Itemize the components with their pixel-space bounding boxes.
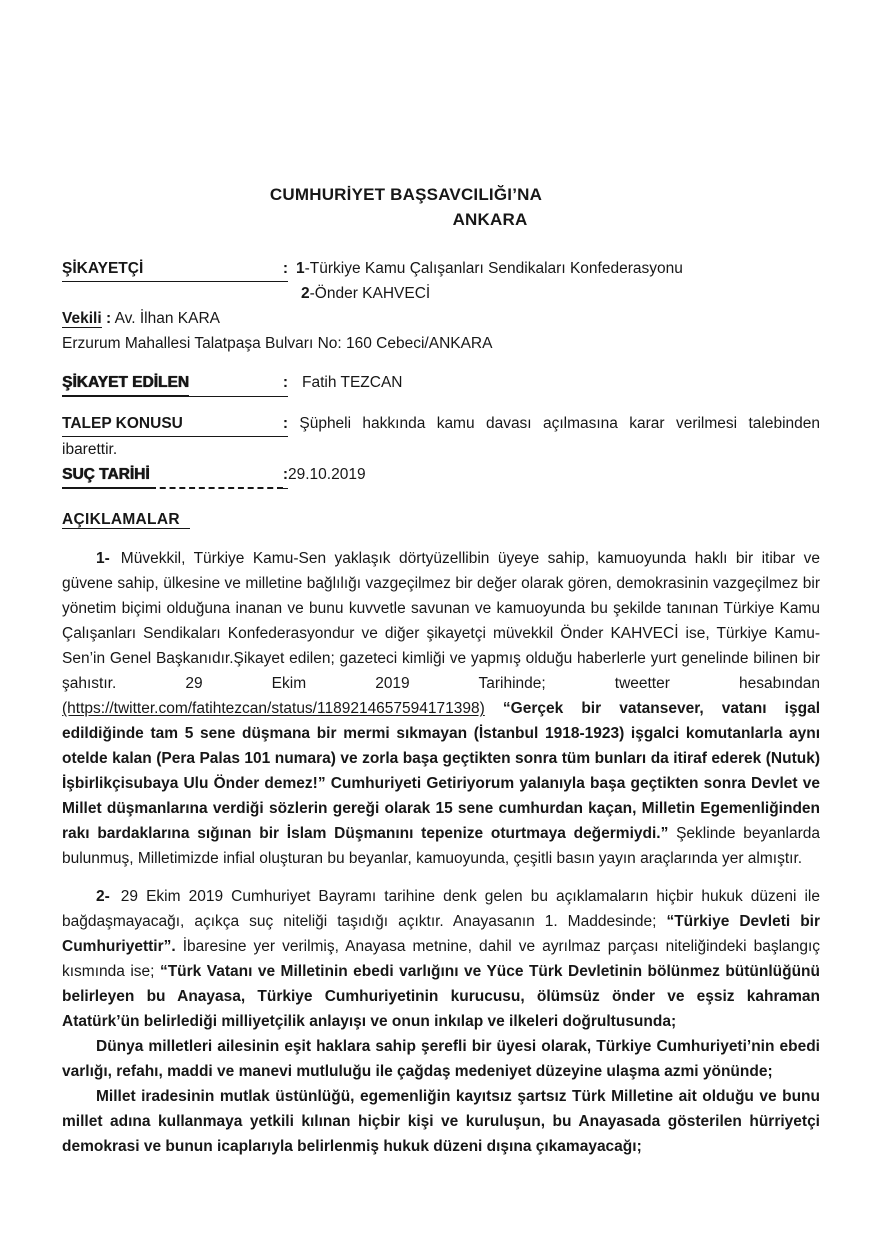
paragraph-2-middle: İbaresine yer verilmiş, Anayasa metnine, dahil ve ayrılmaz parçası niteliğindeki başlangıç kısmında ise;	[62, 938, 820, 980]
paragraph-1	[62, 546, 820, 871]
field-vekili	[62, 306, 820, 331]
document-title: CUMHURİYET BAŞSAVCILIĞI’NA	[269, 185, 543, 204]
case-fields	[62, 256, 820, 489]
constitution-article-quote: “Türkiye Devleti bir Cumhuriyettir”.	[62, 913, 821, 955]
complainant-1-number: 1	[296, 260, 305, 277]
field-suc-value: 29.10.2019	[288, 466, 366, 483]
field-colon: :	[283, 370, 288, 397]
field-edilen-label: ŞİKAYET EDİLEN	[62, 370, 189, 397]
paragraph-2-text: 29 Ekim 2019 Cumhuriyet Bayramı tarihine denk gelen bu açıklamaların hiçbir hukuk düzeni ile bağdaşmayacağı, açıkça suç niteliği taşıdığı açıktır. Anayasanın 1. Maddesinde;	[62, 888, 820, 930]
field-sikayetci-label: ŞİKAYETÇİ	[62, 256, 143, 282]
field-edilen-label-cell	[62, 370, 288, 397]
field-colon: :	[283, 256, 288, 282]
paragraph-1-closing: Şeklinde beyanlarda bulunmuş, Milletimizde infial oluşturan bu beyanlar, kamuoyunda, çeşitli basın yayın araçlarında yer almıştır.	[62, 825, 820, 867]
tab-leader-line	[189, 370, 283, 397]
field-colon: :	[283, 462, 288, 489]
tab-leader-line	[143, 256, 283, 282]
complainant-1-name: -Türkiye Kamu Çalışanları Sendikaları Konfederasyonu	[304, 260, 683, 277]
field-talep-label: TALEP KONUSU	[62, 411, 183, 437]
complainant-2-name: -Önder KAHVECİ	[309, 285, 431, 302]
field-edilen-value: Fatih TEZCAN	[302, 374, 403, 391]
field-edilen	[62, 370, 820, 397]
address-line: Erzurum Mahallesi Talatpaşa Bulvarı No: 160 Cebeci/ANKARA	[62, 335, 493, 352]
field-talep	[62, 411, 820, 462]
paragraph-2-number: 2-	[96, 888, 110, 905]
section-heading: AÇIKLAMALAR	[62, 511, 190, 529]
tab-leader-dashes	[150, 462, 283, 489]
document-city: ANKARA	[452, 210, 528, 229]
field-sikayetci-label-cell	[62, 256, 288, 282]
field-colon: :	[283, 411, 288, 437]
field-suc-label: SUÇ TARİHİ	[62, 462, 150, 489]
section-heading-row	[62, 507, 820, 532]
field-colon: :	[105, 310, 112, 327]
paragraph-4: Millet iradesinin mutlak üstünlüğü, egemenliğin kayıtsız şartsız Türk Milletine ait olduğu ve bunu millet adına kullanmaya yetkili kılınan hiçbir kişi ve kuruluşun, bu Anayasada gösterilen hürriyetçi demokrasi ve bunun icaplarıyla belirlenmiş hukuk düzeni dışına çıkamayacağı;	[62, 1088, 820, 1155]
field-sikayetci-value	[288, 256, 820, 306]
tab-leader-line	[183, 411, 283, 437]
complainant-2	[296, 281, 820, 306]
field-talep-value: Şüpheli hakkında kamu davası açılmasına karar verilmesi talebinden ibarettir.	[62, 415, 820, 458]
field-vekili-label: Vekili	[62, 310, 102, 327]
paragraph-1-number: 1-	[96, 550, 110, 567]
constitution-preamble-quote: “Türk Vatanı ve Milletinin ebedi varlığını ve Yüce Türk Devletinin bölünmez bütünlüğünü belirleyen bu Anayasa, Türkiye Cumhuriyetinin kurucusu, ölümsüz önder ve eşsiz kahraman Atatürk’ün belirlediği milliyetçilik anlayışı ve onun inkılap ve ilkeleri doğrultusunda;	[62, 963, 820, 1030]
field-suc	[62, 462, 820, 489]
field-vekili-value: Av. İlhan KARA	[114, 310, 220, 327]
paragraph-1-text: Müvekkil, Türkiye Kamu-Sen yaklaşık dörtyüzellibin üyeye sahip, kamuoyunda haklı bir itibar ve güvene sahip, ülkesine ve milletine bağlılığı vazgeçilmez bir değer olarak gören, demokrasinin vazgeçilmez bir yönetim biçimi olduğuna inanan ve bunu kuvvetle savunan ve kamuoyunda bu şekilde tanınan Türkiye Kamu Çalışanları Sendikaları Konfederasyondur ve diğer şikayetçi müvekkil Önder KAHVECİ ise, Türkiye Kamu-Sen’in Genel Başkanıdır.Şikayet edilen; gazeteci kimliği ve yapmış olduğu haberlerle yurt genelinde bilinen bir şahıstır. 29 Ekim 2019 Tarihinde; tweetter hesabından	[62, 550, 820, 692]
paragraph-2	[62, 884, 820, 1034]
paragraph-3: Dünya milletleri ailesinin eşit haklara sahip şerefli bir üyesi olarak, Türkiye Cumhuriyeti’nin ebedi varlığı, refahı, maddi ve manevi mutluluğu ile çağdaş medeniyet düzeyine ulaşma azmi yönünde;	[62, 1038, 820, 1080]
field-talep-label-cell	[62, 411, 288, 437]
field-suc-label-cell	[62, 462, 288, 489]
complainant-1	[296, 256, 820, 281]
tweet-url: (https://twitter.com/fatihtezcan/status/1189214657594171398)	[62, 700, 485, 717]
tweet-quote: “Gerçek bir vatansever, vatanı işgal edildiğinde tam 5 sene düşmana bir mermi sıkmayan (İstanbul 1918-1923) işgalci komutanlarla aynı otelde kalan (Pera Palas 101 numara) ve zorla başa geçtikten sonra tüm bunları da itiraf ederek (Nutuk) İşbirlikçisubaya Ulu Önder demez!” Cumhuriyeti Getiriyorum yalanıyla başa geçtikten sonra Devlet ve Millet düşmanlarına verdiği sözlerin gereği olarak 15 sene cumhurdan kaçan, Milletin Egemenliğinden rakı bardaklarına sığınan bir İslam Düşmanını tepenize oturtmaya değermiydi.”	[62, 700, 820, 842]
complainant-2-number: 2	[301, 285, 310, 302]
field-sikayetci	[62, 256, 820, 306]
